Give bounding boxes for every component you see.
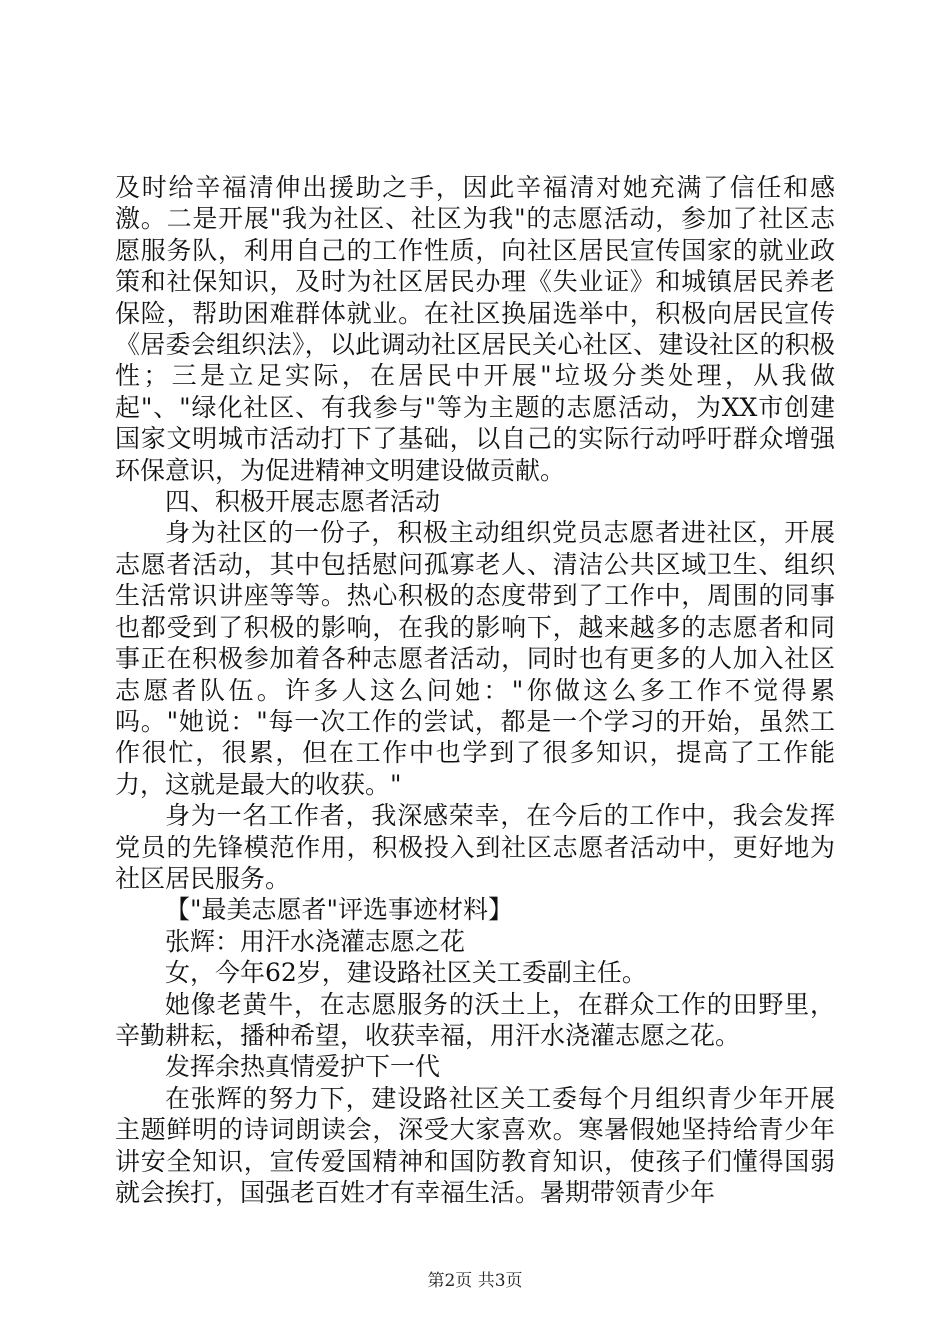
paragraph-8: 她像老黄牛，在志愿服务的沃土上，在群众工作的田野里，辛勤耕耘，播种希望，收获幸福，用汗水浇灌志愿之花。 (115, 989, 835, 1050)
profile-line: 女，今年62岁，建设路社区关工委副主任。 (165, 958, 647, 988)
section-title-bracket: 【"最美志愿者"评选事迹材料】 (165, 895, 513, 925)
page-number-footer: 第2页 共3页 (427, 1271, 523, 1291)
document-body (115, 172, 835, 1208)
subheading-next-generation: 发挥余热真情爱护下一代 (165, 1052, 441, 1082)
section-heading-4: 四、积极开展志愿者活动 (165, 487, 441, 517)
subtitle-zhanghui: 张辉：用汗水浇灌志愿之花 (165, 926, 466, 956)
paragraph-4: 身为一名工作者，我深感荣幸，在今后的工作中，我会发挥党员的先锋模范作用，积极投入到社区志愿者活动中，更好地为社区居民服务。 (115, 801, 835, 893)
paragraph-10: 在张辉的努力下，建设路社区关工委每个月组织青少年开展主题鲜明的诗词朗读会，深受大家喜欢。寒暑假她坚持给青少年讲安全知识，宣传爱国精神和国防教育知识，使孩子们懂得国弱就会挨打，国强老百姓才有幸福生活。暑期带领青少年 (115, 1083, 835, 1207)
paragraph-3: 身为社区的一份子，积极主动组织党员志愿者进社区，开展志愿者活动，其中包括慰问孤寡老人、清洁公共区域卫生、组织生活常识讲座等等。热心积极的态度带到了工作中，周围的同事也都受到了积极的影响，在我的影响下，越来越多的志愿者和同事正在积极参加着各种志愿者活动，同时也有更多的人加入社区志愿者队伍。许多人这么问她："你做这么多工作不觉得累吗。"她说："每一次工作的尝试，都是一个学习的开始，虽然工作很忙，很累，但在工作中也学到了很多知识，提高了工作能力，这就是最大的收获。" (115, 518, 835, 799)
paragraph-1: 及时给辛福清伸出援助之手，因此辛福清对她充满了信任和感激。二是开展"我为社区、社区为我"的志愿活动，参加了社区志愿服务队，利用自己的工作性质，向社区居民宣传国家的就业政策和社保知识，及时为社区居民办理《失业证》和城镇居民养老保险，帮助困难群体就业。在社区换届选举中，积极向居民宣传《居委会组织法》，以此调动社区居民关心社区、建设社区的积极性；三是立足实际，在居民中开展"垃圾分类处理，从我做起"、"绿化社区、有我参与"等为主题的志愿活动，为XX市创建国家文明城市活动打下了基础，以自己的实际行动呼吁群众增强环保意识，为促进精神文明建设做贡献。 (115, 173, 835, 485)
